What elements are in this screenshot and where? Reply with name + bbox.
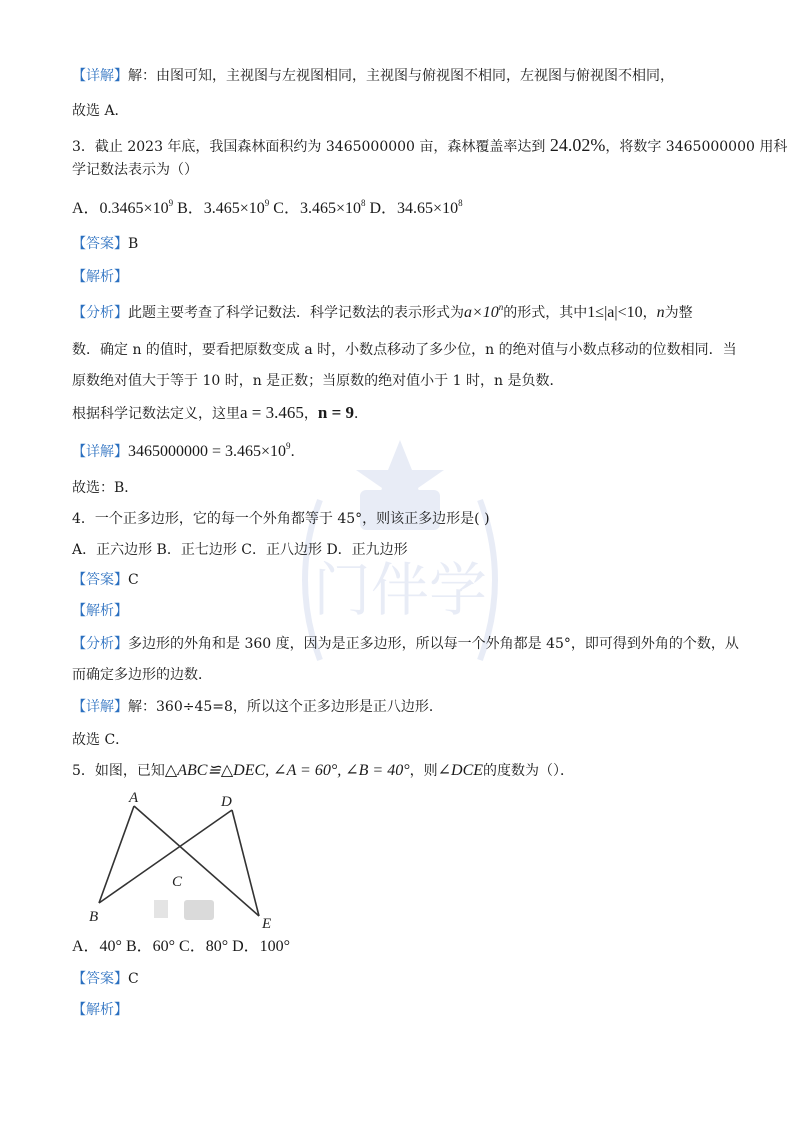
q3-stem-text: 3．截止 2023 年底，我国森林面积约为 3465000000 亩，森林覆盖率达到 [72,139,550,155]
q3-option-d: D．$34.65\times 10^8$ [369,198,463,217]
label-C: C [172,874,183,890]
q3-stem-line1 [72,135,787,157]
q2-detail-line [72,66,674,86]
q3-fenxi-line4: 根据科学记数法定义，这里a = 3.465，n = 9． [72,403,369,422]
q5-answer-line [72,969,139,989]
triangle-figure [84,788,284,928]
label-A: A [129,790,139,806]
q3-form-expr: $a\times 10^n$ [464,302,504,321]
q3-range-expr: 1≤|a|<10 [587,304,643,321]
q5-target-angle: ∠DCE [437,762,484,779]
q3-choose: 故选：B． [72,480,139,496]
segment-AB [99,806,134,903]
q3-analysis-tag: 【解析】 [72,269,128,285]
smudge-mark [184,900,214,920]
detail-tag: 【详解】 [72,699,128,715]
answer-tag: 【答案】 [72,236,128,252]
q4-fenxi-line2: 而确定多边形的边数． [72,667,212,683]
q2-detail-text: 解：由图可知，主视图与左视图相同，主视图与俯视图不相同，左视图与俯视图不相同， [128,68,674,84]
segment-AE [134,806,259,916]
label-D: D [221,794,232,810]
q4-options: A．正六边形 B．正七边形 C．正八边形 D．正九边形 [72,542,408,558]
q3-answer: B [128,236,139,252]
label-E: E [262,916,272,928]
answer-tag: 【答案】 [72,971,128,987]
smudge-mark [154,900,168,918]
q3-detail-line: 【详解】$3465000000 = 3.465\times 10^9$． [72,441,305,460]
q5-given-expr: △ABC≌△DEC, ∠A = 60°, ∠B = 40° [164,762,410,779]
q5-answer: C [128,971,139,987]
segment-DE [232,810,259,916]
segment-BD [99,810,232,903]
q3-stem-text2: ，将数字 3465000000 用科 [605,139,788,155]
q4-answer: C [128,572,139,588]
q3-fenxi-line2: 数．确定 n 的值时，要看把原数变成 a 时，小数点移动了多少位，n 的绝对值与小数点移动的位数相同．当 [72,342,737,358]
fenxi-tag: 【分析】 [72,636,128,652]
answer-tag: 【答案】 [72,572,128,588]
q3-a-value: a = 3.465 [240,403,304,422]
q3-percent: 24.02% [549,135,606,155]
q4-fenxi-line1: 【分析】多边形的外角和是 360 度，因为是正多边形，所以每一个外角都是 45°，即可得到外角的个数，从 [72,636,739,652]
q3-option-b: B．$3.465\times 10^9$ [177,198,270,217]
q5-options: A．40° B．60° C．80° D．100° [72,938,291,955]
q3-stem-line2: 学记数法表示为（） [72,162,198,178]
q2-choose: 故选 A． [72,103,129,119]
q4-answer-line [72,570,139,590]
fenxi-tag: 【分析】 [72,305,128,321]
q4-stem: 4．一个正多边形，它的每一个外角都等于 45°，则该正多边形是( ) [72,511,490,527]
q3-option-c: C．$3.465\times 10^8$ [273,198,366,217]
q4-choose: 故选 C． [72,732,130,748]
q4-analysis-tag: 【解析】 [72,603,128,619]
q3-fenxi-line1: 【分析】此题主要考查了科学记数法．科学记数法的表示形式为$a\times 10^n$的形式，其中1≤|a|<10，n为整 [72,302,693,321]
q4-detail-line: 【详解】解：360÷45=8，所以这个正多边形是正八边形． [72,699,443,715]
q5-stem: 5．如图，已知△ABC≌△DEC, ∠A = 60°, ∠B = 40°，则∠DCE的度数为（）． [72,762,575,779]
q3-options [72,199,463,219]
detail-tag: 【详解】 [72,444,128,460]
label-B: B [89,909,99,925]
watermark-text: 门伴学 [312,556,488,624]
q3-option-a: A．$0.3465\times 10^9$ [72,198,174,217]
q3-n-value: n = 9 [317,403,355,422]
q3-answer-line [72,234,138,254]
q3-fenxi-line3: 原数绝对值大于等于 10 时，n 是正数；当原数的绝对值小于 1 时，n 是负数． [72,373,564,389]
q5-analysis-tag: 【解析】 [72,1002,128,1018]
detail-tag: 【详解】 [72,68,128,84]
q3-detail-math: $3465000000 = 3.465\times 10^9$ [128,441,291,460]
